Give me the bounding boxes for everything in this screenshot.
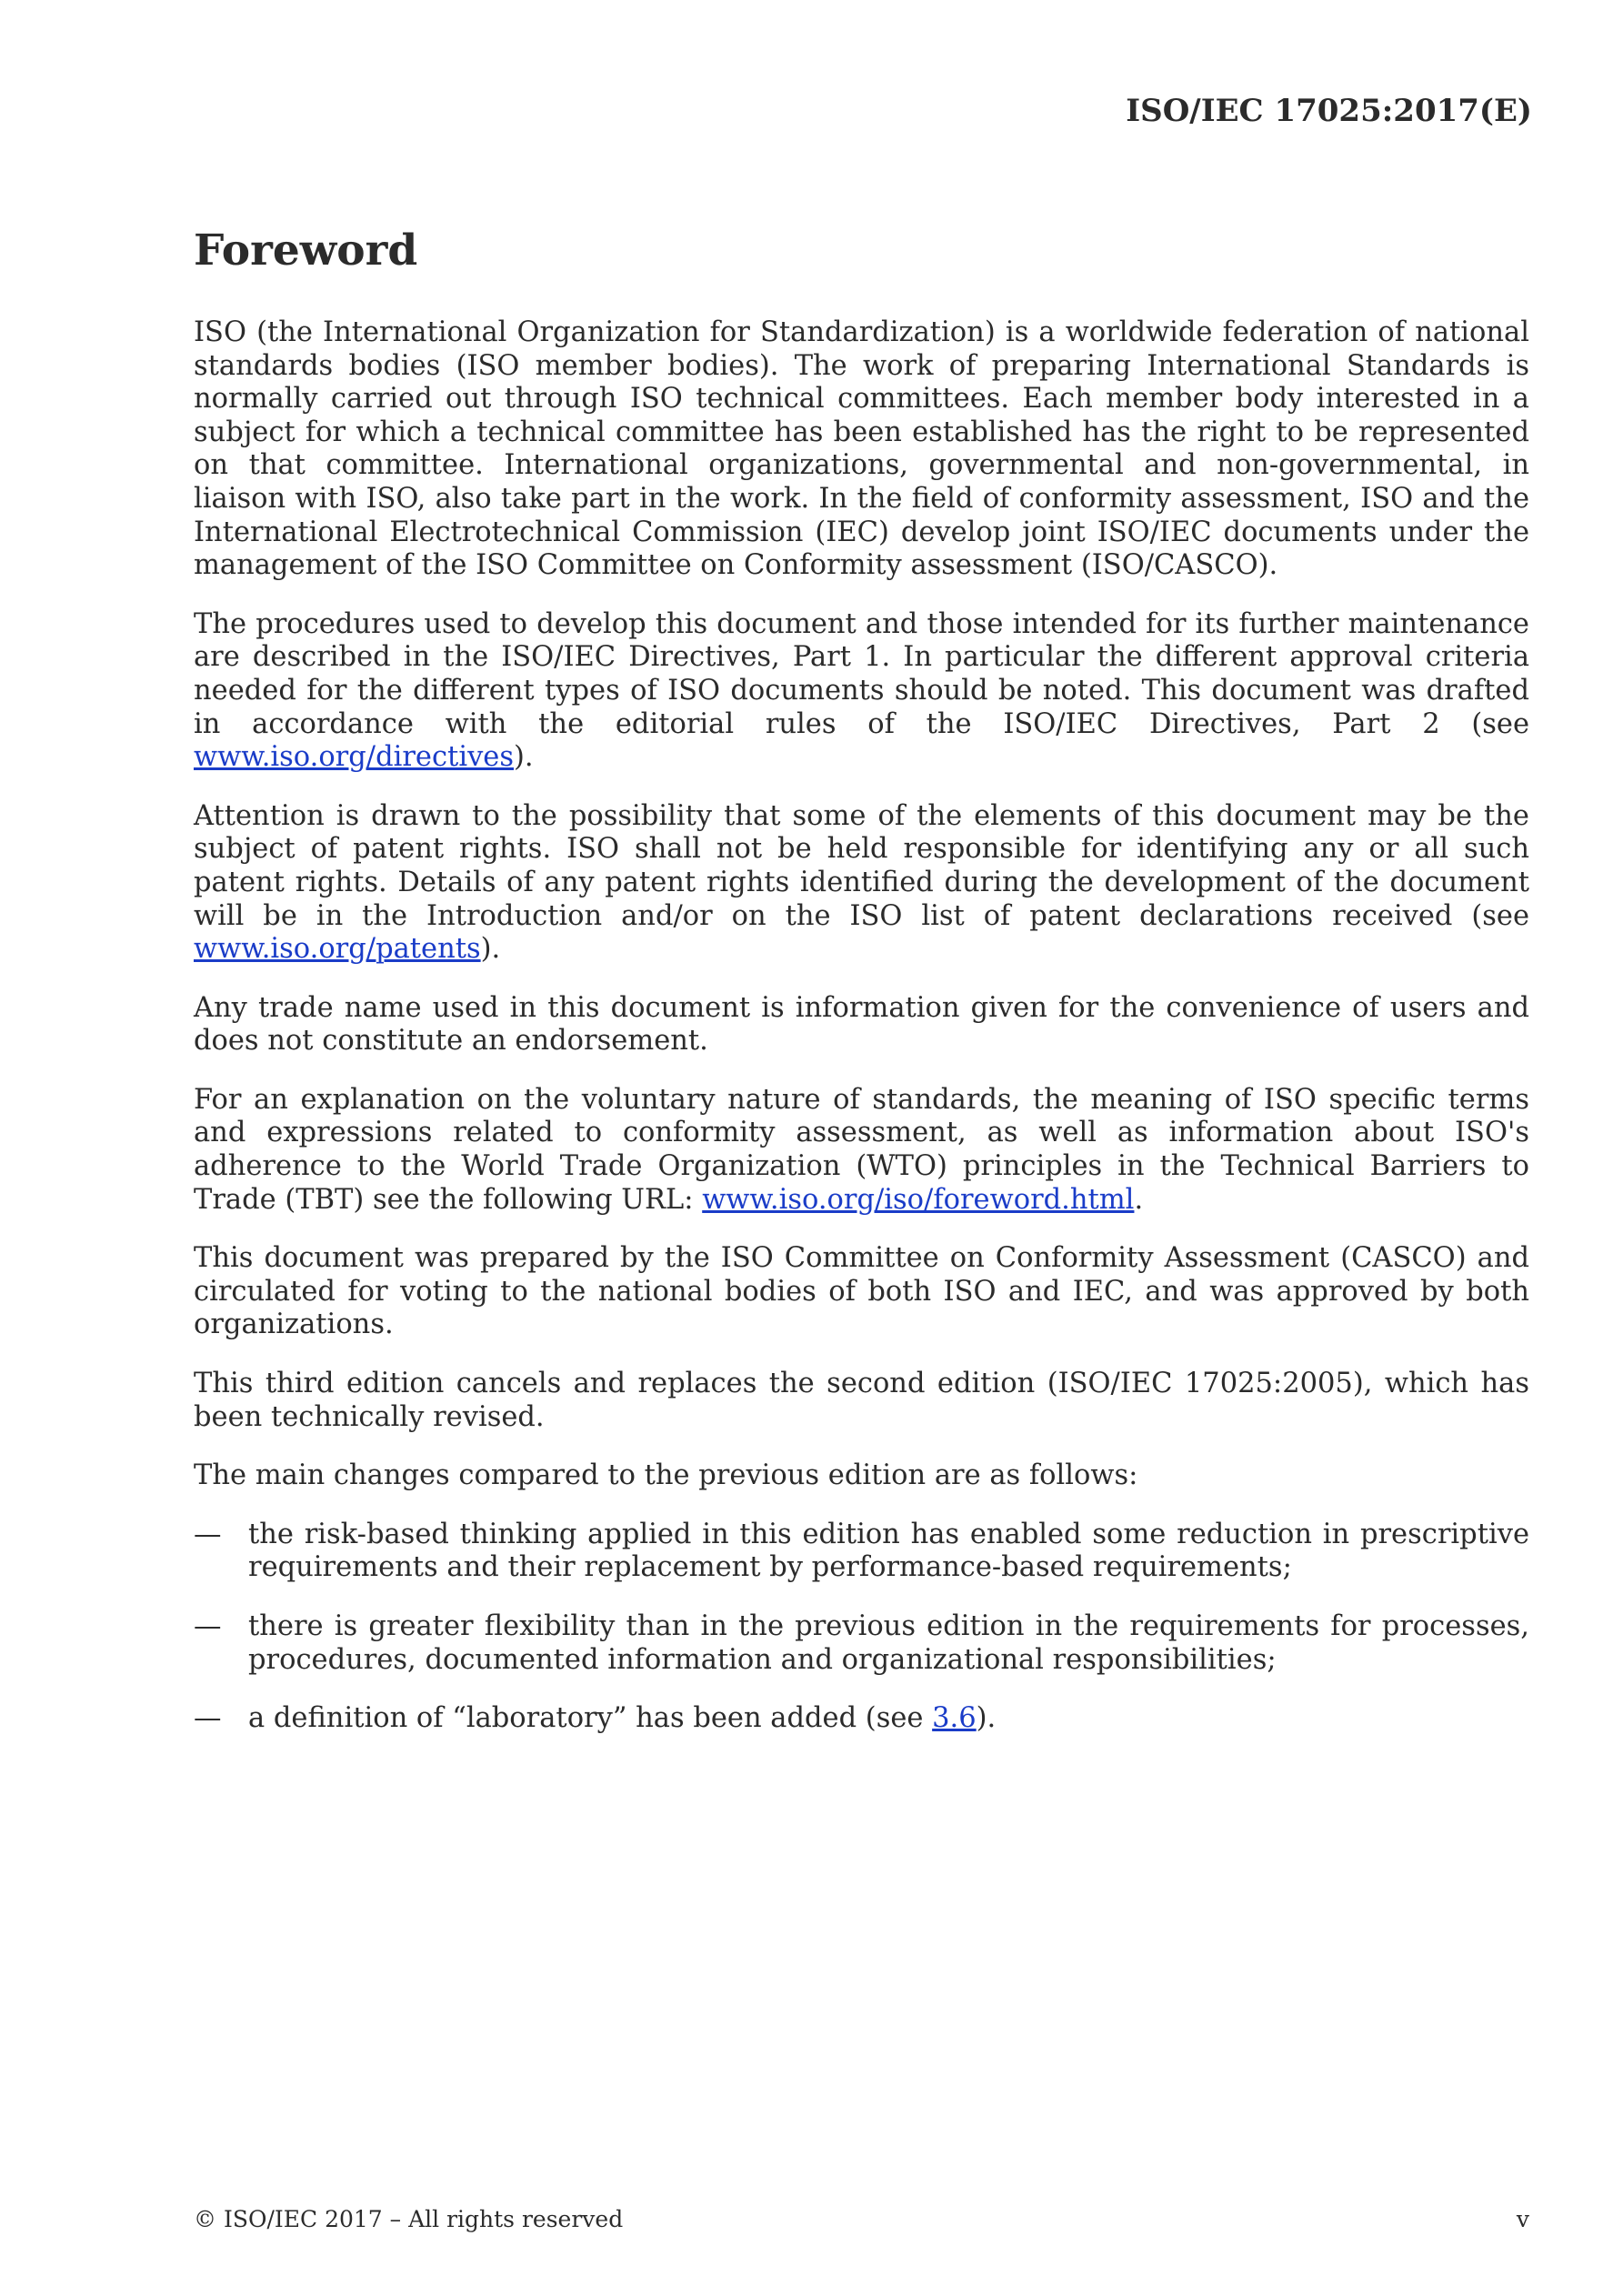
paragraph-edition: This third edition cancels and replaces the second edition (ISO/IEC 17025:2005), which has been technically revised. xyxy=(194,1368,1529,1433)
paragraph-voluntary-nature xyxy=(194,1084,1529,1217)
paragraph-text: ). xyxy=(514,741,534,774)
paragraph-text: Attention is drawn to the possibility that some of the elements of this document may be the subject of patent rights. ISO shall not be held responsible for identifying any or all such patent rights. Details of any patent rights identified during the development of the document will be in the Introduction and/or on the ISO list of patent declarations received (see xyxy=(194,799,1529,932)
clause-reference-link[interactable]: 3.6 xyxy=(932,1702,977,1735)
foreword-body xyxy=(194,316,1529,1761)
foreword-url-link[interactable]: www.iso.org/iso/foreword.html xyxy=(702,1183,1135,1216)
list-item-text: there is greater flexibility than in the previous edition in the requirements for processes, procedures, documented information and organizational responsibilities; xyxy=(248,1610,1529,1676)
document-identifier: ISO/IEC 17025:2017(E) xyxy=(1126,93,1532,129)
list-dash: — xyxy=(194,1610,222,1642)
list-item xyxy=(194,1702,1529,1736)
list-dash: — xyxy=(194,1518,222,1550)
paragraph-text: . xyxy=(1134,1183,1144,1216)
list-item xyxy=(194,1519,1529,1585)
paragraph-trade-name: Any trade name used in this document is information given for the convenience of users and does not constitute an endorsement. xyxy=(194,991,1529,1058)
paragraph-iso-overview: ISO (the International Organization for Standardization) is a worldwide federation of national standards bodies (ISO member bodies). The work of preparing International Standards is normally carried out through ISO technical committees. Each member body interested in a subject for which a technical committee has been established has the right to be represented on that committee. International organizations, governmental and non-governmental, in liaison with ISO, also take part in the work. In the field of conformity assessment, ISO and the International Electrotechnical Commission (IEC) develop joint ISO/IEC documents under the management of the ISO Committee on Conformity assessment (ISO/CASCO). xyxy=(194,316,1529,582)
list-item-text: ). xyxy=(976,1702,997,1735)
paragraph-text: The procedures used to develop this document and those intended for its further maintenance are described in the ISO/IEC Directives, Part 1. In particular the different approval criteria needed for the different types of ISO documents should be noted. This document was drafted in accordance with the editorial rules of the ISO/IEC Directives, Part 2 (see xyxy=(194,607,1529,740)
list-item-text: a definition of “laboratory” has been added (see xyxy=(248,1702,933,1735)
list-item xyxy=(194,1610,1529,1677)
paragraph-text: ). xyxy=(480,933,501,966)
paragraph-patent-rights xyxy=(194,800,1529,967)
paragraph-main-changes-intro: The main changes compared to the previous edition are as follows: xyxy=(194,1459,1138,1492)
copyright-notice: © ISO/IEC 2017 – All rights reserved xyxy=(194,2206,624,2232)
directives-link[interactable]: www.iso.org/directives xyxy=(194,741,515,774)
page-title: Foreword xyxy=(194,226,418,276)
page-number: v xyxy=(1516,2206,1529,2232)
list-item-text: the risk-based thinking applied in this edition has enabled some reduction in prescriptive requirements and their replacement by performance-based requirements; xyxy=(248,1518,1529,1584)
paragraph-procedures xyxy=(194,608,1529,775)
paragraph-prepared-by: This document was prepared by the ISO Committee on Conformity Assessment (CASCO) and circulated for voting to the national bodies of both ISO and IEC, and was approved by both organizations. xyxy=(194,1242,1529,1341)
paragraph-text: For an explanation on the voluntary nature of standards, the meaning of ISO specific terms and expressions related to conformity assessment, as well as information about ISO's adherence to the World Trade Organization (WTO) principles in the Technical Barriers to Trade (TBT) see the following URL: xyxy=(194,1083,1529,1216)
patents-link[interactable]: www.iso.org/patents xyxy=(194,933,481,966)
list-dash: — xyxy=(194,1702,222,1735)
